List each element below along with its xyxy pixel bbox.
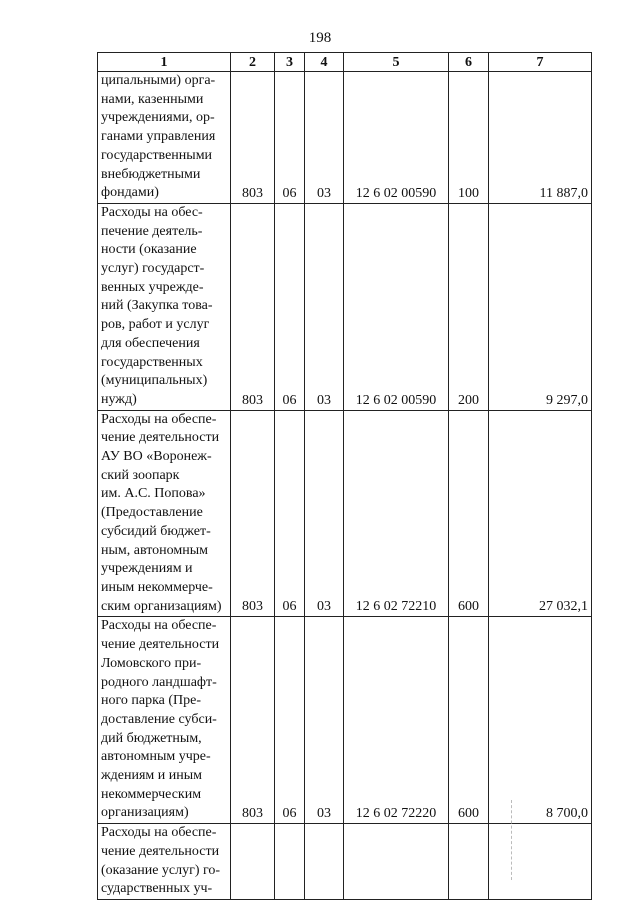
cell-target-article: 12 6 02 72210 bbox=[344, 410, 449, 617]
cell-ministry-code: 803 bbox=[231, 410, 275, 617]
description-line: ного парка (Пре- bbox=[101, 693, 202, 709]
cell-subsection: 03 bbox=[305, 410, 344, 617]
description-line: учреждениями, ор- bbox=[101, 110, 215, 126]
description-line: внебюджетными bbox=[101, 166, 201, 182]
table-body bbox=[98, 72, 592, 900]
col-header-4: 4 bbox=[305, 53, 344, 72]
cell-target-article bbox=[344, 824, 449, 900]
description-line: услуг) государст- bbox=[101, 261, 205, 277]
description-line: (Предоставление bbox=[101, 505, 203, 521]
description-line: (муниципальных) bbox=[101, 373, 208, 389]
description-line: ждениям и иным bbox=[101, 768, 203, 784]
description-line: им. А.С. Попова» bbox=[101, 486, 206, 502]
description-line: субсидий бюджет- bbox=[101, 523, 211, 539]
col-header-5: 5 bbox=[344, 53, 449, 72]
col-header-2: 2 bbox=[231, 53, 275, 72]
cell-amount bbox=[489, 824, 592, 900]
cell-subsection: 03 bbox=[305, 617, 344, 824]
description-line: автономным учре- bbox=[101, 749, 211, 765]
description-line: некоммерческим bbox=[101, 786, 202, 802]
description-line: государственных bbox=[101, 354, 203, 370]
cell-ministry-code: 803 bbox=[231, 72, 275, 204]
scan-artifact bbox=[511, 800, 513, 880]
description-line: Расходы на обес- bbox=[101, 204, 203, 220]
description-line: фондами) bbox=[101, 185, 159, 201]
description-line: чение деятельности bbox=[101, 637, 220, 653]
description-line: Расходы на обеспе- bbox=[101, 411, 217, 427]
cell-subsection bbox=[305, 824, 344, 900]
description-line: государственными bbox=[101, 147, 213, 163]
cell-ministry-code bbox=[231, 824, 275, 900]
description-line: учреждениям и bbox=[101, 561, 193, 577]
description-line: для обеспечения bbox=[101, 335, 200, 351]
cell-expense-type: 600 bbox=[449, 617, 489, 824]
row-description bbox=[98, 72, 231, 204]
table-row bbox=[98, 203, 592, 410]
cell-ministry-code: 803 bbox=[231, 203, 275, 410]
description-line: ским организациям) bbox=[101, 598, 222, 614]
row-description bbox=[98, 617, 231, 824]
description-line: нами, казенными bbox=[101, 91, 204, 107]
cell-amount: 9 297,0 bbox=[489, 203, 592, 410]
cell-amount: 27 032,1 bbox=[489, 410, 592, 617]
description-line: ский зоопарк bbox=[101, 467, 180, 483]
description-line: сударственных уч- bbox=[101, 881, 213, 897]
budget-table bbox=[97, 52, 592, 900]
description-line: (оказание услуг) го- bbox=[101, 862, 221, 878]
table-row bbox=[98, 410, 592, 617]
row-description bbox=[98, 203, 231, 410]
col-header-3: 3 bbox=[275, 53, 305, 72]
description-line: ности (оказание bbox=[101, 242, 197, 258]
description-line: ным, автономным bbox=[101, 542, 209, 558]
description-line: ганами управления bbox=[101, 129, 216, 145]
page-number: 198 bbox=[308, 30, 332, 46]
cell-subsection: 03 bbox=[305, 203, 344, 410]
cell-expense-type: 100 bbox=[449, 72, 489, 204]
col-header-6: 6 bbox=[449, 53, 489, 72]
description-line: венных учрежде- bbox=[101, 279, 204, 295]
table-row bbox=[98, 824, 592, 900]
description-line: Расходы на обеспе- bbox=[101, 825, 217, 841]
description-line: дий бюджетным, bbox=[101, 730, 202, 746]
cell-section bbox=[275, 824, 305, 900]
cell-target-article: 12 6 02 00590 bbox=[344, 203, 449, 410]
col-header-1: 1 bbox=[98, 53, 231, 72]
cell-target-article: 12 6 02 00590 bbox=[344, 72, 449, 204]
table-header-row bbox=[98, 53, 592, 72]
description-line: ний (Закупка това- bbox=[101, 298, 213, 314]
cell-subsection: 03 bbox=[305, 72, 344, 204]
description-line: Ломовского при- bbox=[101, 655, 202, 671]
cell-target-article: 12 6 02 72220 bbox=[344, 617, 449, 824]
description-line: чение деятельности bbox=[101, 430, 220, 446]
description-line: нужд) bbox=[101, 391, 137, 407]
col-header-7: 7 bbox=[489, 53, 592, 72]
description-line: Расходы на обеспе- bbox=[101, 618, 217, 634]
description-line: ципальными) орга- bbox=[101, 73, 216, 88]
description-line: ров, работ и услуг bbox=[101, 317, 210, 333]
description-line: доставление субси- bbox=[101, 711, 217, 727]
cell-amount: 11 887,0 bbox=[489, 72, 592, 204]
row-description bbox=[98, 410, 231, 617]
cell-expense-type bbox=[449, 824, 489, 900]
cell-amount: 8 700,0 bbox=[489, 617, 592, 824]
cell-section: 06 bbox=[275, 617, 305, 824]
row-description bbox=[98, 824, 231, 900]
description-line: чение деятельности bbox=[101, 843, 220, 859]
cell-section: 06 bbox=[275, 410, 305, 617]
description-line: АУ ВО «Воронеж- bbox=[101, 449, 212, 465]
cell-ministry-code: 803 bbox=[231, 617, 275, 824]
cell-expense-type: 600 bbox=[449, 410, 489, 617]
description-line: родного ландшафт- bbox=[101, 674, 217, 690]
description-line: организациям) bbox=[101, 805, 189, 821]
cell-section: 06 bbox=[275, 72, 305, 204]
description-line: иным некоммерче- bbox=[101, 579, 213, 595]
cell-section: 06 bbox=[275, 203, 305, 410]
table-row bbox=[98, 72, 592, 204]
cell-expense-type: 200 bbox=[449, 203, 489, 410]
description-line: печение деятель- bbox=[101, 223, 203, 239]
table-row bbox=[98, 617, 592, 824]
